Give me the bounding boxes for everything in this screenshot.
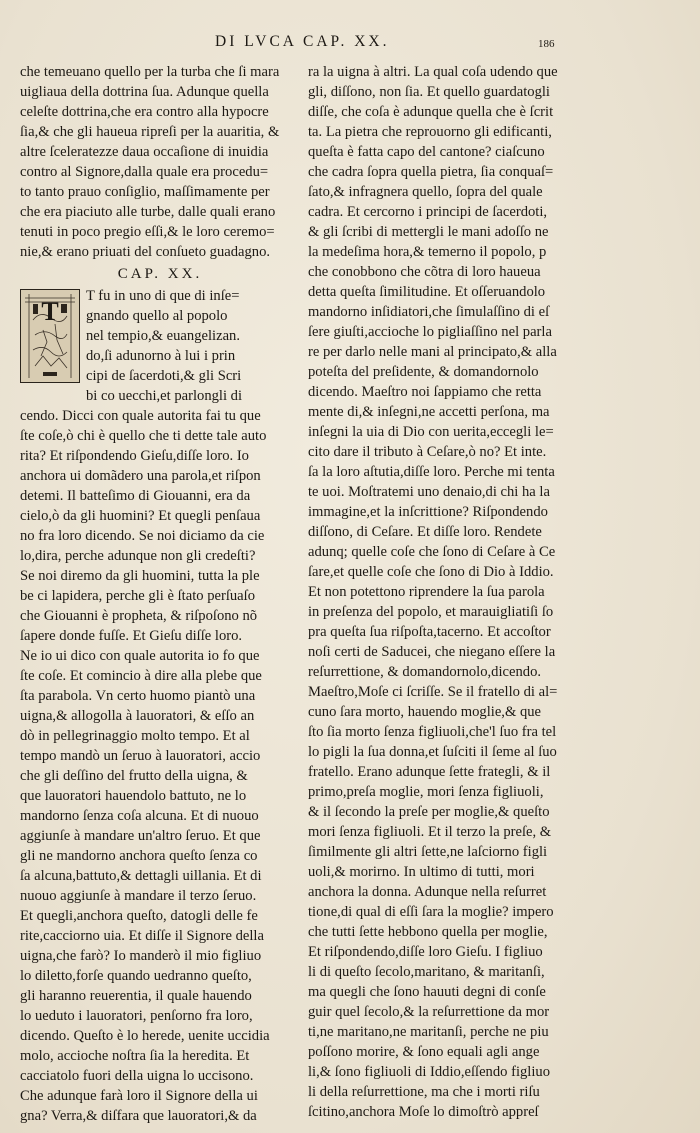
text-line: ta. La pietra che reprouorno gli edificanti, [308,124,552,140]
text-line: altre ſceleratezze daua occaſione di inuidia [20,144,269,160]
text-line: anchora la donna. Adunque nella reſurret [308,884,547,900]
text-line: aggiunſe à mandare un'altro ſeruo. Et que [20,828,261,844]
text-line: Se noi diremo da gli huomini, tutta la ple [20,568,260,584]
right-column [308,62,590,1122]
text-line: Maeſtro,Moſe ci ſcriſſe. Se il fratello di al= [308,684,558,700]
text-line: inſegni la uia di Dio con uerita,eccegli le= [308,424,554,440]
text-line: queſta è fatta capo del cantone? ciaſcuno [308,144,545,160]
text-line: primo,preſa moglie, mori ſenza figliuoli, [308,784,544,800]
text-line: adunq; quelle coſe che ſono di Ceſare à Ce [308,544,556,560]
text-line: contro al Signore,dalla quale era procedu= [20,164,269,180]
text-line: ſimilmente gli altri ſette,ne laſciorno figli [308,844,548,860]
text-line: Et riſpondendo,diſſe loro Gieſu. I figliuo [308,944,543,960]
text-line: gnando quello al popolo [86,308,228,324]
text-line: mandorno inſidiatori,che ſimulaſſino di eſ [308,304,550,320]
text-line: diſſe, che coſa è adunque quella che è ſcrit [308,104,554,120]
text-line: poteſta del preſidente, & domandornolo [308,364,539,380]
text-line: & il ſecondo la preſe per moglie,& queſto [308,804,550,820]
text-line: ſa alcuna,battuto,& dettagli uillania. Et di [20,868,262,884]
text-line: ſere giuſti,accioche lo pigliaſſino nel parla [308,324,552,340]
page-header [0,33,700,55]
text-line: do,ſi adunorno à lui i prin [86,348,236,364]
text-line: che temeuano quello per la turba che ſi mara [20,64,280,80]
text-line: nie,& erano priuati del conſueto guadagno. [20,244,271,260]
text-line: dò in pellegrinaggio molto tempo. Et al [20,728,250,744]
text-line: ſte coſe. Et comincio à dire alla plebe que [20,668,262,684]
text-line: rite,cacciorno uia. Et diſſe il Signore della [20,928,264,944]
text-line: tempo mandò un ſeruo à lauoratori, accio [20,748,261,764]
text-line: anchora ui domãdero una parola,et riſpon [20,468,261,484]
text-line: te uoi. Moſtratemi uno denaio,di chi ha la [308,484,550,500]
text-line: to tanto prauo conſiglio, maſſimamente per [20,184,270,200]
text-line: gli, diſſono, non ſia. Et quello guardatogli [308,84,550,100]
text-line: reſurrettione, & domandornolo,dicendo. [308,664,542,680]
right-column-text [308,62,590,1122]
text-line: dicendo. Queſto è lo herede, uenite uccidia [20,1028,270,1044]
text-line: molo, accioche noſtra ſia la heredita. Et [20,1048,250,1064]
text-line: detta queſta ſimilitudine. Et oſſeruandolo [308,284,546,300]
text-line: li,& ſono figliuoli di Iddio,eſſendo figliuo [308,1064,550,1080]
text-line: cuno ſara morto, hauendo moglie,& que [308,704,542,720]
text-line: immagine,et la inſcrittione? Riſpondendo [308,504,548,520]
text-line: gli ne mandorno anchora queſto ſenza co [20,848,258,864]
text-line: uigna,& allogolla à lauoratori, & eſſo an [20,708,255,724]
text-line: gli haranno reuerentia, il quale hauendo [20,988,252,1004]
chapter-opening [20,286,292,426]
text-line: que lauoratori hauendolo battuto, ne lo [20,788,247,804]
text-line: nel tempio,& euangelizan. [86,328,240,344]
text-line: noſi certi de Saducei, che niegano eſſere la [308,644,556,660]
text-line: ra la uigna à altri. La qual coſa udendo que [308,64,558,80]
text-line: che conobbono che cõtra di loro haueua [308,264,541,280]
text-line: nuouo aggiunſe à mandare il terzo ſeruo. [20,888,257,904]
text-line: bi co uecchi,et parlongli di [86,388,243,404]
text-line: tione,di qual di eſſi ſara la moglie? impero [308,904,554,920]
text-line: ſta parabola. Vn certo huomo piantò una [20,688,256,704]
initial-letter: T [41,297,59,326]
text-line: be ci lapidera, perche gli è ſtato perſuaſo [20,588,256,604]
text-line: lo diletto,forſe quando uedranno queſto, [20,968,252,984]
text-line: che era piaciuto alle turbe, dalle quali erano [20,204,276,220]
left-column-body-text [20,406,292,1126]
text-line: Et quegli,anchora queſto, datogli delle fe [20,908,258,924]
text-line: dicendo. Maeſtro noi ſappiamo che retta [308,384,542,400]
text-line: ma quegli che ſono hauuti degni di conſe [308,984,546,1000]
text-line: uigliaua della dottrina ſua. Adunque quella [20,84,269,100]
text-line: lo pigli la ſua donna,et ſuſciti il ſeme al ſuo [308,744,557,760]
text-line: ſte coſe,ò chi è quello che ti dette tale auto [20,428,267,444]
text-line: uigna,che farò? Io manderò il mio figliuo [20,948,262,964]
text-line: re per darlo nelle mani al principato,& alla [308,344,557,360]
left-column [20,62,292,1126]
text-line: cacciatolo fuori della uigna lo uccisono. [20,1068,254,1084]
text-line: guir quel ſecolo,& la reſurrettione da mor [308,1004,550,1020]
text-line: ti,ne maritano,ne maritanſi, perche ne piu [308,1024,549,1040]
text-line: tenuti in poco pregio eſſi,& le loro ceremo= [20,224,275,240]
text-line: cadra. Et cercorno i principi de ſacerdoti, [308,204,548,220]
text-line: Ne io ui dico con quale autorita io fo que [20,648,260,664]
text-line: uoli,& morirno. In ultimo di tutti, mori [308,864,535,880]
text-line: poſſono morire, & ſono equali agli ange [308,1044,540,1060]
text-line: rita? Et riſpondendo Gieſu,diſſe loro. Io [20,448,249,464]
text-line: mori ſenza figliuoli. Et il terzo la preſe, & [308,824,552,840]
text-line: che Giouanni è propheta, & riſpoſono nõ [20,608,258,624]
text-line: la medeſima hora,& temerno il popolo, p [308,244,547,260]
text-line: ſare,et quelle coſe che ſono di Dio à Iddio. [308,564,554,580]
text-line: che cadra ſopra quella pietra, ſia conquaſ= [308,164,554,180]
text-line: gna? Verra,& diſfara que lauoratori,& da [20,1108,257,1124]
chapter-heading: CAP. XX. [117,266,203,282]
text-line: celeſte dottrina,che era contro alla hypocre [20,104,269,120]
text-line: detemi. Il batteſimo di Giouanni, era da [20,488,251,504]
running-title: DI LVCA CAP. XX. [215,33,390,50]
text-line: lo,dira, perche adunque non gli credeſti? [20,548,256,564]
text-line: Et non potettono riprendere la ſua parola [308,584,545,600]
text-line: ſia,& che gli haueua ripreſi per la auaritia, & [20,124,280,140]
text-line: no fra loro dicendo. Se noi diciamo da cie [20,528,265,544]
left-column-top-text [20,62,292,262]
text-line: pra queſta ſua riſpoſta,tacerno. Et accoſtor [308,624,551,640]
text-line: mente di,& inſegni,ne accetti perſona, ma [308,404,550,420]
text-line: ſcitino,anchora Moſe lo dimoſtrò appreſ [308,1104,539,1120]
text-line: mandorno ſenza coſa alcuna. Et di nuouo [20,808,259,824]
text-line: ſapere donde fuſſe. Et Gieſu diſſe loro. [20,628,243,644]
text-line: ſa la loro aſtutia,diſſe loro. Perche mi tenta [308,464,555,480]
text-line: ſato,& infragnera quello, ſopra del quale [308,184,543,200]
text-line: cito dare il tributo à Ceſare,ò no? Et inte. [308,444,547,460]
text-line: diſſono, di Ceſare. Et diſſe loro. Rendete [308,524,542,540]
text-line: fratello. Erano adunque ſette frategli, & il [308,764,551,780]
text-line: & gli ſcribi di mettergli le mani adoſſo ne [308,224,549,240]
text-line: li di queſto ſecolo,maritano, & maritanſi, [308,964,545,980]
text-line: lo ueduto i lauoratori, penſorno fra loro, [20,1008,253,1024]
text-line: cendo. Dicci con quale autorita fai tu que [20,408,261,424]
text-line: T fu in uno di que di inſe= [86,288,240,304]
text-line: ſto ſia morto ſenza figliuoli,che'l ſuo fra tel [308,724,557,740]
text-line: che gli deſſino del frutto della uigna, & [20,768,248,784]
text-line: Che adunque farà loro il Signore della ui [20,1088,258,1104]
opening-lines [20,286,292,406]
text-line: che tutti ſette hebbono quella per moglie, [308,924,548,940]
text-line: cipi de ſacerdoti,& gli Scri [86,368,242,384]
page-number: 186 [538,38,555,50]
text-line: in preſenza del popolo, et marauigliatiſi ſo [308,604,554,620]
text-line: cielo,ò da gli huomini? Et quegli penſaua [20,508,261,524]
text-line: li della reſurrettione, ma che i morti riſu [308,1084,540,1100]
